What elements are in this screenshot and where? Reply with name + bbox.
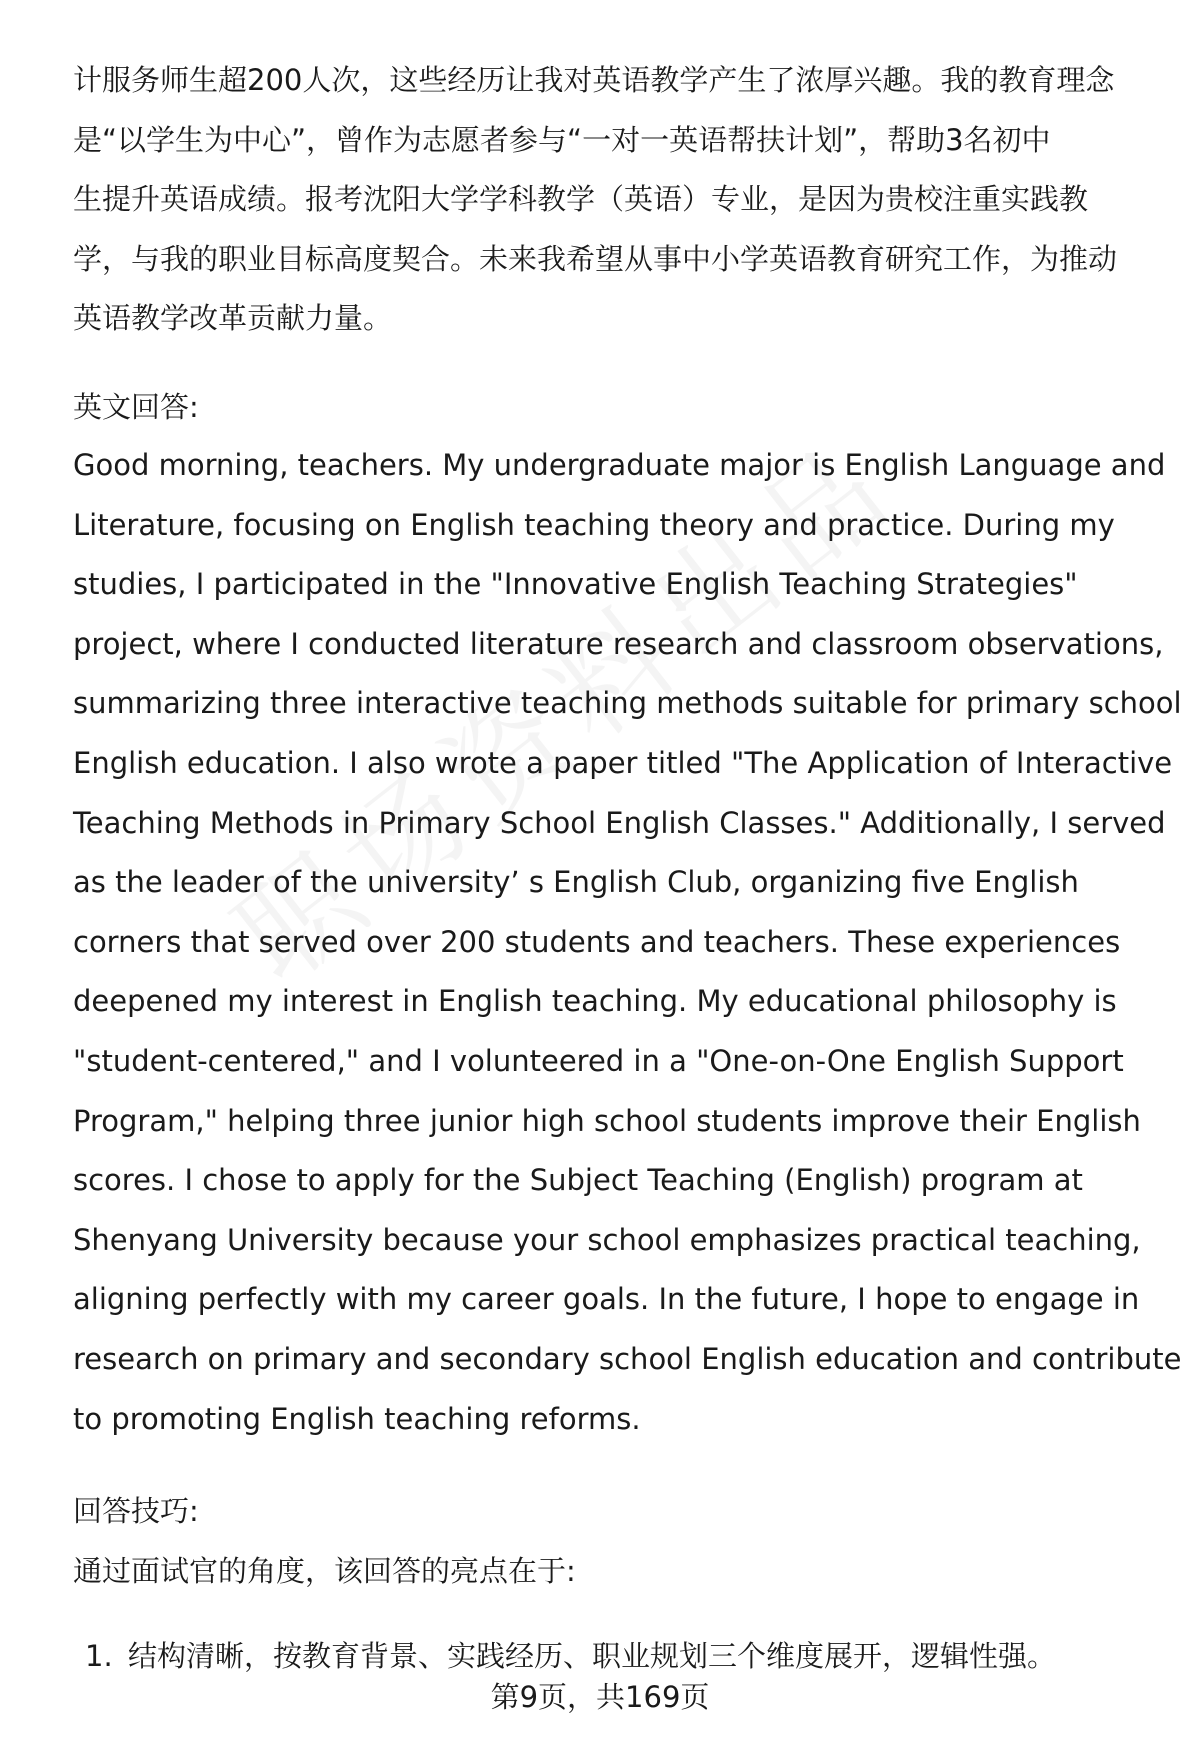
page-footer: 第9页，共169页 bbox=[490, 1680, 710, 1714]
english-line: Shenyang University because your school emphasizes practical teaching, bbox=[73, 1222, 1141, 1257]
tips-label: 回答技巧: bbox=[73, 1494, 199, 1528]
english-line: Teaching Methods in Primary School English Classes." Additionally, I served bbox=[73, 805, 1166, 840]
english-answer-label: 英文回答: bbox=[73, 390, 199, 424]
list-number: 1. bbox=[85, 1639, 113, 1673]
english-line: English education. I also wrote a paper titled "The Application of Interactive bbox=[73, 745, 1173, 780]
english-line: to promoting English teaching reforms. bbox=[73, 1401, 641, 1436]
chinese-line: 英语教学改革贡献力量。 bbox=[73, 301, 393, 336]
english-line: studies, I participated in the "Innovative English Teaching Strategies" bbox=[73, 567, 1078, 602]
tips-list-item bbox=[85, 1636, 1056, 1676]
english-answer-paragraph bbox=[73, 436, 1182, 1449]
english-line: Literature, focusing on English teaching theory and practice. During my bbox=[73, 507, 1115, 542]
chinese-line: 计服务师生超200人次，这些经历让我对英语教学产生了浓厚兴趣。我的教育理念 bbox=[73, 63, 1115, 97]
english-line: research on primary and secondary school English education and contribute bbox=[73, 1341, 1182, 1376]
english-line: corners that served over 200 students and teachers. These experiences bbox=[73, 924, 1121, 959]
tips-intro: 通过面试官的角度，该回答的亮点在于: bbox=[73, 1554, 576, 1588]
chinese-line: 生提升英语成绩。报考沈阳大学学科教学（英语）专业，是因为贵校注重实践教 bbox=[73, 182, 1089, 217]
english-line: deepened my interest in English teaching. My educational philosophy is bbox=[73, 984, 1117, 1019]
tips-list bbox=[85, 1636, 1056, 1676]
english-line: Program," helping three junior high school students improve their English bbox=[73, 1103, 1141, 1138]
chinese-line: 是“以学生为中心”，曾作为志愿者参与“一对一英语帮扶计划”，帮助3名初中 bbox=[73, 122, 1051, 157]
english-line: "student-centered," and I volunteered in a "One-on-One English Support bbox=[73, 1043, 1124, 1078]
english-line: project, where I conducted literature research and classroom observations, bbox=[73, 626, 1164, 661]
english-line: as the leader of the university’ s English Club, organizing five English bbox=[73, 865, 1079, 900]
english-line: Good morning, teachers. My undergraduate major is English Language and bbox=[73, 448, 1166, 482]
english-line: scores. I chose to apply for the Subject Teaching (English) program at bbox=[73, 1163, 1083, 1198]
chinese-line: 学，与我的职业目标高度契合。未来我希望从事中小学英语教育研究工作，为推动 bbox=[73, 241, 1118, 276]
english-line: summarizing three interactive teaching methods suitable for primary school bbox=[73, 686, 1182, 721]
english-line: aligning perfectly with my career goals. In the future, I hope to engage in bbox=[73, 1282, 1140, 1317]
list-text: 结构清晰，按教育背景、实践经历、职业规划三个维度展开，逻辑性强。 bbox=[128, 1639, 1057, 1673]
chinese-answer-paragraph bbox=[73, 51, 1158, 349]
